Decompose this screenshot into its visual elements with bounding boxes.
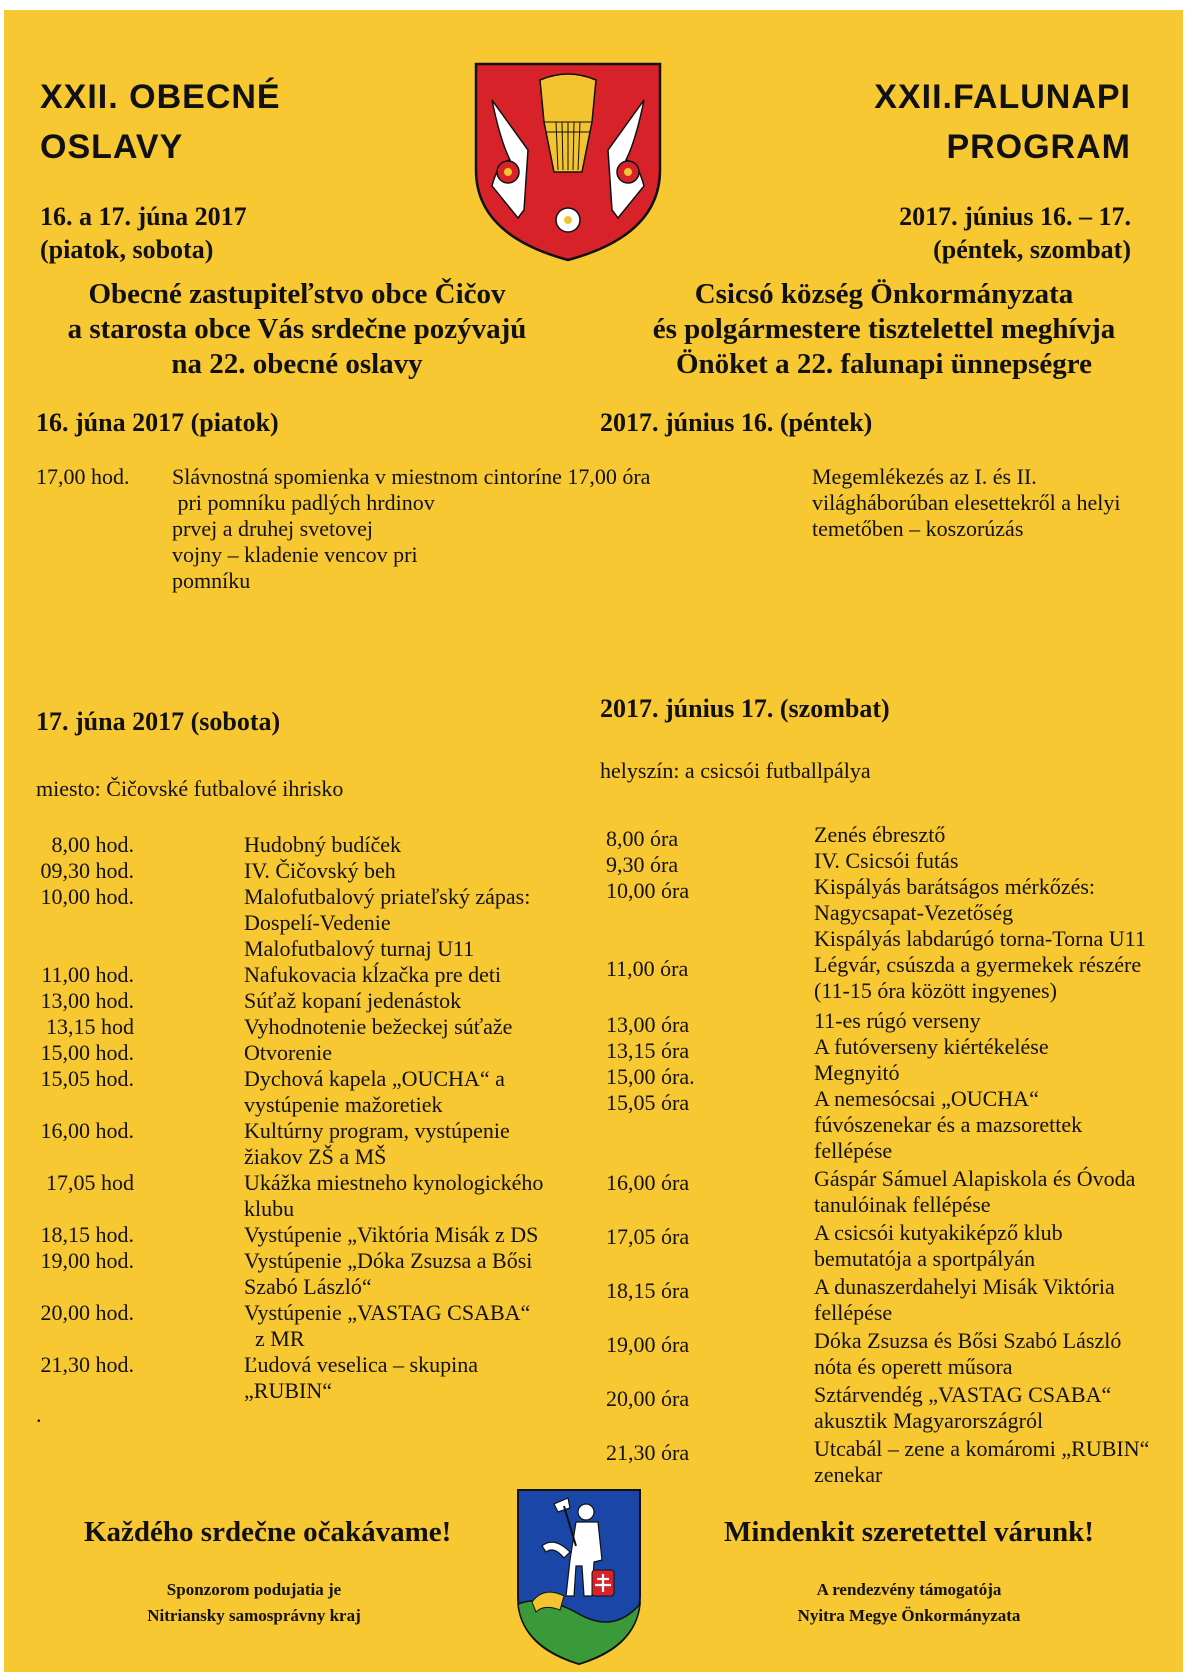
- hu-event-line: Kispályás barátságos mérkőzés:: [814, 874, 1096, 899]
- hu-day1-text-line-1: Megemlékezés az I. és II.: [812, 464, 1037, 489]
- sk-welcome: Každého srdečne očakávame!: [84, 1516, 452, 1548]
- sk-time: 10,00 hod.: [40, 884, 134, 909]
- hu-event-line: fellépése: [814, 1138, 893, 1163]
- hu-event-line: Dóka Zsuzsa és Bősi Szabó László: [814, 1328, 1122, 1353]
- hu-day1-text-line-2: világháborúban elesettekről a helyi: [812, 490, 1121, 515]
- hu-time: 18,15 óra: [606, 1278, 690, 1303]
- sk-event-line: Ukážka miestneho kynologického: [244, 1170, 544, 1195]
- hu-time: 10,00 óra: [606, 878, 690, 903]
- hu-event-line: Megnyitó: [814, 1060, 900, 1085]
- sk-sponsor-line-1: Sponzorom podujatia je: [166, 1580, 342, 1599]
- sk-time: 11,00 hod.: [41, 962, 134, 987]
- sk-event-line: Hudobný budíček: [244, 832, 402, 857]
- hu-event-line: A futóverseny kiértékelése: [814, 1034, 1049, 1059]
- hu-event-line: bemutatója a sportpályán: [814, 1246, 1036, 1271]
- sk-day1-text-line-3: prvej a druhej svetovej: [172, 516, 373, 541]
- hu-time: 19,00 óra: [606, 1332, 690, 1357]
- hu-time: 13,00 óra: [606, 1012, 690, 1037]
- hu-time: 8,00 óra: [606, 826, 679, 851]
- sk-time: 19,00 hod.: [40, 1248, 134, 1273]
- hu-event-line: (11-15 óra között ingyenes): [814, 978, 1057, 1003]
- hu-invitation-line-1: Csicsó község Önkormányzata: [694, 278, 1074, 310]
- sk-time: 16,00 hod.: [40, 1118, 134, 1143]
- hu-invitation-line-3: Önöket a 22. falunapi ünnepségre: [675, 348, 1092, 380]
- bullet-dot: .: [36, 1402, 42, 1427]
- hu-event-line: Kispályás labdarúgó torna-Torna U11: [814, 926, 1146, 951]
- sk-day1-text-line-1: Slávnostná spomienka v miestnom cintoríne 17,00 óra: [172, 464, 651, 489]
- sk-date-line-2: (piatok, sobota): [40, 235, 214, 264]
- hu-event-line: Zenés ébresztő: [814, 822, 946, 847]
- sk-event-line: Otvorenie: [244, 1040, 332, 1065]
- hu-day1-text-line-3: temetőben – koszorúzás: [812, 516, 1024, 541]
- hu-time: 11,00 óra: [606, 956, 689, 981]
- poster: [4, 10, 1183, 1672]
- hu-time: 21,30 óra: [606, 1440, 690, 1465]
- sk-event-line: Kultúrny program, vystúpenie: [244, 1118, 510, 1143]
- sk-event-line: žiakov ZŠ a MŠ: [244, 1144, 387, 1169]
- sk-event-line: Szabó László“: [244, 1274, 372, 1299]
- sk-title-line-2: OSLAVY: [40, 128, 184, 166]
- sk-event-line: Malofutbalový priateľský zápas:: [244, 884, 531, 909]
- region-crest-emblem: [514, 1486, 644, 1668]
- sk-event-line: Súťaž kopaní jedenástok: [244, 988, 462, 1013]
- hu-time: 13,15 óra: [606, 1038, 690, 1063]
- sk-time: 13,00 hod.: [40, 988, 134, 1013]
- sk-time: 20,00 hod.: [40, 1300, 134, 1325]
- sk-time: 17,05 hod: [46, 1170, 134, 1195]
- sk-invitation-line-2: a starosta obce Vás srdečne pozývajú: [67, 313, 527, 345]
- sk-sponsor-line-2: Nitriansky samosprávny kraj: [147, 1606, 361, 1625]
- sk-event-line: Vystúpenie „Viktória Misák z DS: [244, 1222, 539, 1247]
- sk-time: 21,30 hod.: [40, 1352, 134, 1377]
- hu-event-line: fellépése: [814, 1300, 893, 1325]
- hu-time: 15,00 óra.: [606, 1064, 695, 1089]
- hu-event-line: akusztik Magyarországról: [814, 1408, 1044, 1433]
- hu-event-line: Nagycsapat-Vezetőség: [814, 900, 1014, 925]
- sk-event-line: IV. Čičovský beh: [244, 858, 396, 883]
- hu-event-line: tanulóinak fellépése: [814, 1192, 991, 1217]
- hu-event-line: Légvár, csúszda a gyermekek részére: [814, 952, 1142, 977]
- sk-day1-text-line-5: pomníku: [172, 568, 251, 593]
- hu-event-line: nóta és operett műsora: [814, 1354, 1013, 1379]
- sk-event-line: klubu: [244, 1196, 295, 1221]
- sk-time: 15,05 hod.: [40, 1066, 134, 1091]
- sk-event-line: Malofutbalový turnaj U11: [244, 936, 475, 961]
- hu-time: 15,05 óra: [606, 1090, 690, 1115]
- hu-event-line: fúvószenekar és a mazsorettek: [814, 1112, 1083, 1137]
- sk-day1-text-line-4: vojny – kladenie vencov pri: [172, 542, 418, 567]
- hu-welcome: Mindenkit szeretettel várunk!: [724, 1516, 1094, 1548]
- hu-event-line: zenekar: [814, 1462, 883, 1487]
- hu-time: 16,00 óra: [606, 1170, 690, 1195]
- sk-event-line: „RUBIN“: [244, 1378, 332, 1403]
- hu-event-line: Sztárvendég „VASTAG CSABA“: [814, 1382, 1112, 1407]
- sk-day1-heading: 16. júna 2017 (piatok): [36, 408, 279, 437]
- hu-event-line: 11-es rúgó verseny: [814, 1008, 981, 1033]
- village-crest-emblem: [470, 60, 666, 266]
- hu-invitation-line-2: és polgármestere tisztelettel meghívja: [652, 313, 1116, 345]
- sk-day2-place: miesto: Čičovské futbalové ihrisko: [36, 776, 344, 801]
- sk-event-line: Nafukovacia kĺzačka pre deti: [244, 962, 502, 987]
- sk-event-line: Ľudová veselica – skupina: [244, 1352, 478, 1377]
- sk-time: 09,30 hod.: [40, 858, 134, 883]
- hu-day2-heading: 2017. június 17. (szombat): [600, 694, 890, 723]
- hu-date-line-1: 2017. június 16. – 17.: [899, 202, 1131, 231]
- hu-event-line: A dunaszerdahelyi Misák Viktória: [814, 1274, 1115, 1299]
- hu-time: 9,30 óra: [606, 852, 679, 877]
- sk-date-line-1: 16. a 17. júna 2017: [40, 202, 247, 231]
- sk-time: 15,00 hod.: [40, 1040, 134, 1065]
- sk-day1-time: 17,00 hod.: [36, 464, 130, 489]
- sk-title-line-1: XXII. OBECNÉ: [40, 78, 281, 116]
- sk-event-line: Dospelí-Vedenie: [244, 910, 391, 935]
- sk-event-line: Dychová kapela „OUCHA“ a: [244, 1066, 505, 1091]
- sk-event-line: z MR: [244, 1326, 305, 1351]
- sk-event-line: Vystúpenie „VASTAG CSABA“: [244, 1300, 531, 1325]
- hu-title-line-2: PROGRAM: [946, 128, 1131, 166]
- hu-sponsor-line-1: A rendezvény támogatója: [816, 1580, 1002, 1599]
- hu-day1-heading: 2017. június 16. (péntek): [600, 408, 873, 437]
- hu-event-line: Utcabál – zene a komáromi „RUBIN“: [814, 1436, 1150, 1461]
- hu-sponsor-line-2: Nyitra Megye Önkormányzata: [797, 1606, 1021, 1625]
- hu-title-line-1: XXII.FALUNAPI: [874, 78, 1131, 116]
- sk-event-line: Vyhodnotenie bežeckej súťaže: [244, 1014, 513, 1039]
- sk-day2-heading: 17. júna 2017 (sobota): [36, 707, 281, 736]
- sk-event-line: vystúpenie mažoretiek: [244, 1092, 443, 1117]
- sk-time: 18,15 hod.: [40, 1222, 134, 1247]
- hu-event-line: A nemesócsai „OUCHA“: [814, 1086, 1039, 1111]
- hu-event-line: Gáspár Sámuel Alapiskola és Óvoda: [814, 1166, 1136, 1191]
- sk-invitation-line-3: na 22. obecné oslavy: [171, 348, 423, 380]
- sk-invitation-line-1: Obecné zastupiteľstvo obce Čičov: [88, 278, 506, 310]
- hu-event-line: IV. Csicsói futás: [814, 848, 959, 873]
- sk-day1-text-line-2: pri pomníku padlých hrdinov: [172, 490, 435, 515]
- sk-time: 13,15 hod: [46, 1014, 134, 1039]
- sk-time: 8,00 hod.: [51, 832, 134, 857]
- hu-day2-place: helyszín: a csicsói futballpálya: [600, 758, 871, 783]
- hu-event-line: A csicsói kutyakiképző klub: [814, 1220, 1063, 1245]
- hu-time: 20,00 óra: [606, 1386, 690, 1411]
- sk-event-line: Vystúpenie „Dóka Zsuzsa a Bősi: [244, 1248, 533, 1273]
- hu-date-line-2: (péntek, szombat): [933, 235, 1131, 264]
- hu-time: 17,05 óra: [606, 1224, 690, 1249]
